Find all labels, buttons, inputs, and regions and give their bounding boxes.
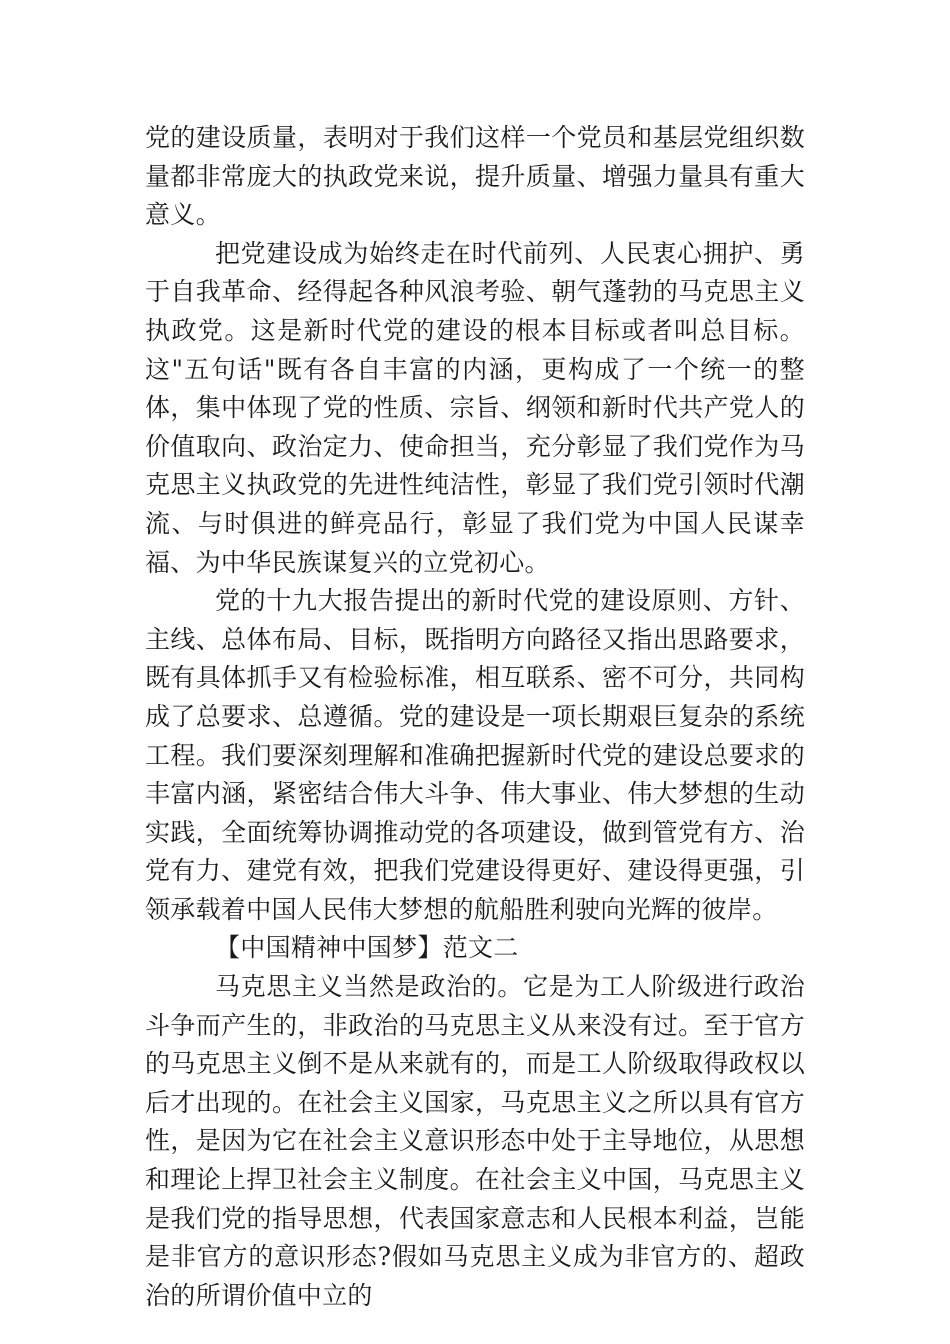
paragraph-marxism: 马克思主义当然是政治的。它是为工人阶级进行政治斗争而产生的，非政治的马克思主义从来没有过。至于官方的马克思主义倒不是从来就有的，而是工人阶级取得政权以后才出现的。在社会主义国家，马克思主义之所以具有官方性，是因为它在社会主义意识形态中处于主导地位，从思想和理论上捍卫社会主义制度。在社会主义中国，马克思主义是我们党的指导思想，代表国家意志和人民根本利益，岂能是非官方的意识形态?假如马克思主义成为非官方的、超政治的所谓价值中立的 [145, 972, 805, 1310]
paragraph-party-building-goal: 把党建设成为始终走在时代前列、人民衷心拥护、勇于自我革命、经得起各种风浪考验、朝气蓬勃的马克思主义执政党。这是新时代党的建设的根本目标或者叫总目标。这"五句话"既有各自丰富的内涵，更构成了一个统一的整体，集中体现了党的性质、宗旨、纲领和新时代共产党人的价值取向、政治定力、使命担当，充分彰显了我们党作为马克思主义执政党的先进性纯洁性，彰显了我们党引领时代潮流、与时俱进的鲜亮品行，彰显了我们党为中国人民谋幸福、为中华民族谋复兴的立党初心。 [145, 238, 805, 577]
paragraph-continuation: 党的建设质量，表明对于我们这样一个党员和基层党组织数量都非常庞大的执政党来说，提升质量、增强力量具有重大意义。 [145, 123, 805, 230]
section-heading: 【中国精神中国梦】范文二 [215, 933, 519, 963]
paragraph-party-building-requirements: 党的十九大报告提出的新时代党的建设原则、方针、主线、总体布局、目标，既指明方向路径又指出思路要求，既有具体抓手又有检验标准，相互联系、密不可分，共同构成了总要求、总遵循。党的建设是一项长期艰巨复杂的系统工程。我们要深刻理解和准确把握新时代党的建设总要求的丰富内涵，紧密结合伟大斗争、伟大事业、伟大梦想的生动实践，全面统筹协调推动党的各项建设，做到管党有方、治党有力、建党有效，把我们党建设得更好、建设得更强，引领承载着中国人民伟大梦想的航船胜利驶向光辉的彼岸。 [145, 586, 805, 924]
document-page [145, 119, 805, 1315]
